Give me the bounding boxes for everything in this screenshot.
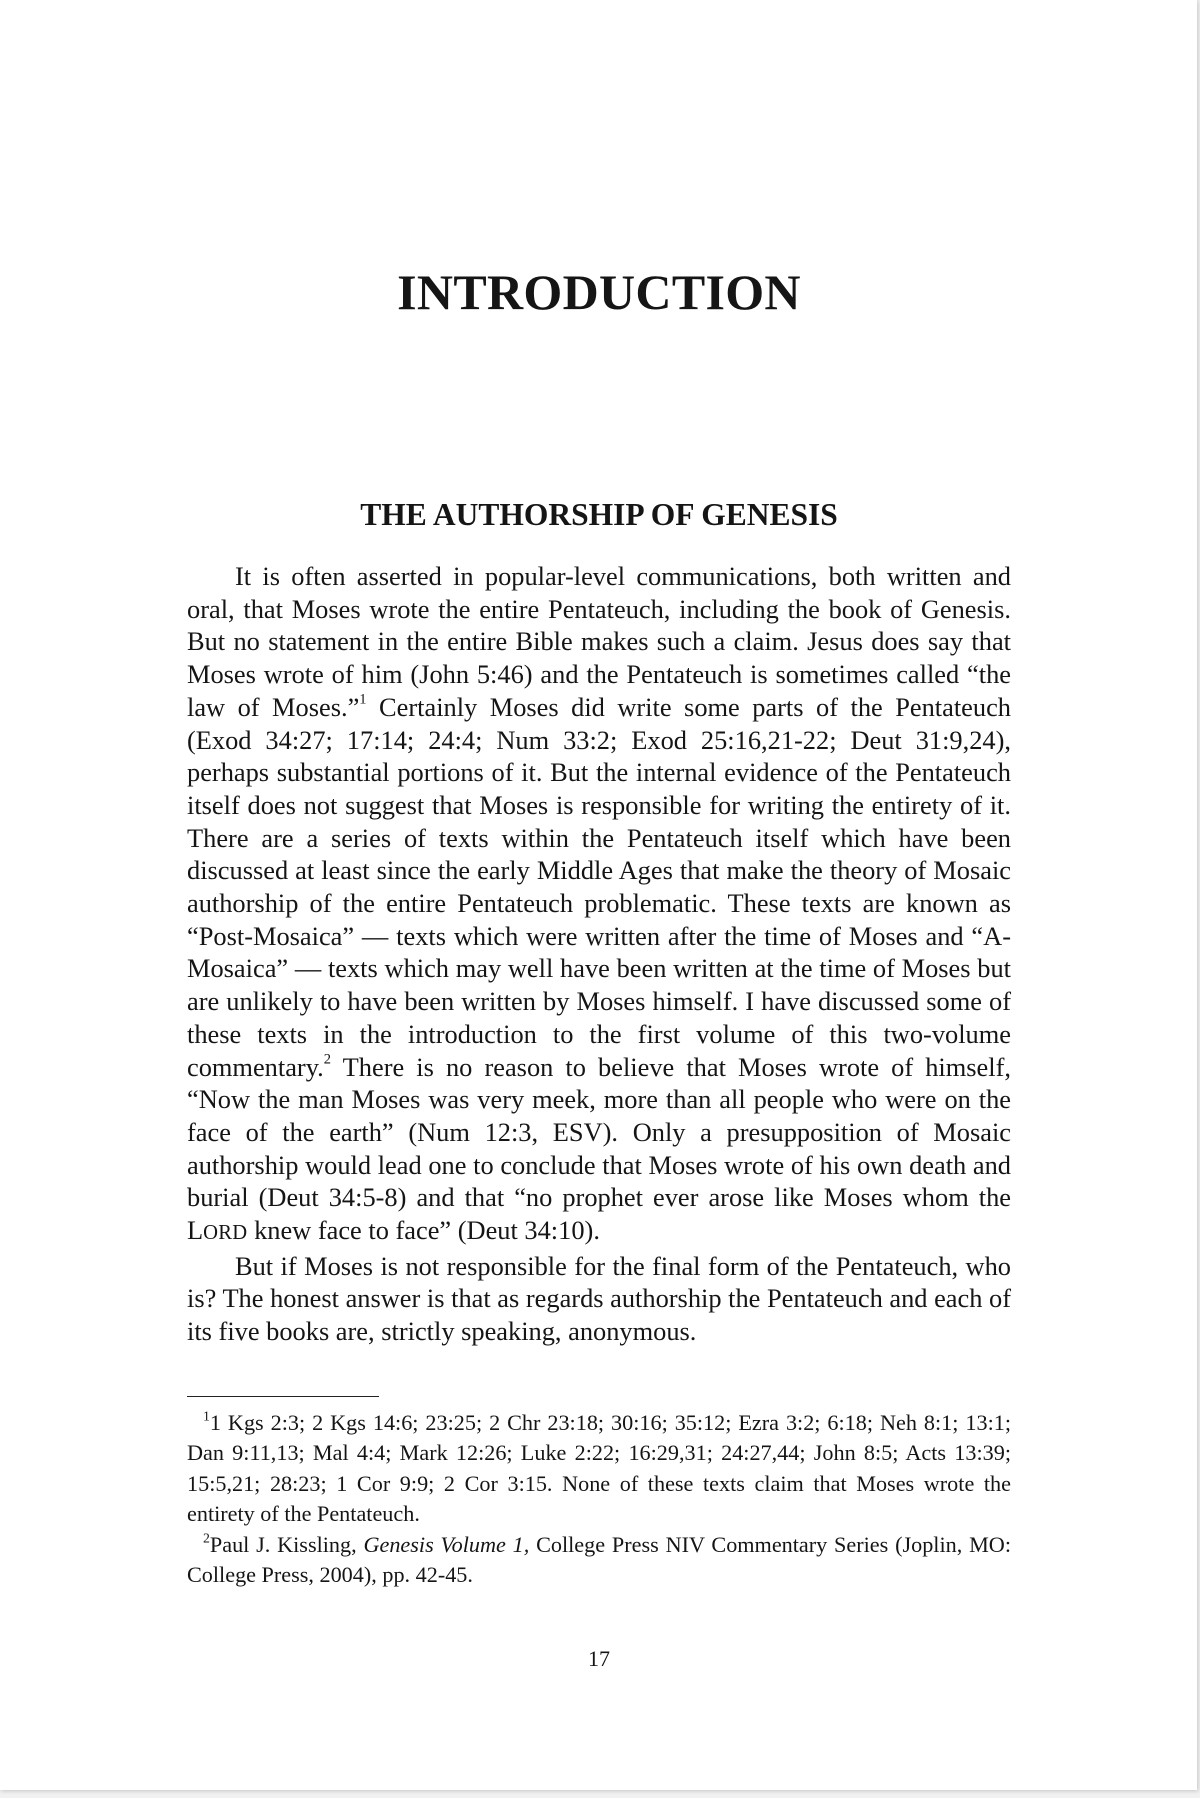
footnote-text: College Press NIV Commentary Series (Joplin, MO: College Press, 2004), pp. 42-45.	[187, 1531, 1011, 1588]
footnote-divider	[187, 1396, 379, 1397]
lord-initial: L	[187, 1215, 204, 1246]
paragraph-anonymous: But if Moses is not responsible for the final form of the Pentateuch, who is? The honest answer is that as regards authorship the Pentateuch and each of its five books are, strictly speaking, anonymous.	[187, 1250, 1011, 1347]
footnote-marker: 2	[203, 1530, 210, 1545]
footnote-1	[187, 1408, 1011, 1530]
body-text	[187, 560, 1011, 1348]
footnote-reference-1: 1	[359, 691, 367, 708]
chapter-title: INTRODUCTION	[397, 264, 801, 320]
footnote-marker: 1	[203, 1408, 210, 1424]
paragraph-text: Certainly Moses did write some parts of the Pentateuch (Exod 34:27; 17:14; 24:4; Num 33:2; Exod 25:16,21-22; Deut 31:9,24), perhaps substantial portions of it. But the internal evidence of the Pentateuch itself does not suggest that Moses is responsible for writing the entirety of it. There are a series of texts within the Pentateuch itself which have been discussed at least since the early Middle Ages that make the theory of Mosaic authorship of the entire Pentateuch problematic. These texts are known as “Post-Mosaica” — texts which were written after the time of Moses and “A-Mosaica” — texts which may well have been written at the time of Moses but are unlikely to have been written by Moses himself. I have discussed some of these texts in the introduction to the first volume of this two-volume commentary.	[187, 691, 1011, 1082]
footnote-reference-2: 2	[323, 1051, 332, 1068]
section-title: THE AUTHORSHIP OF GENESIS	[360, 497, 838, 532]
lord-rest: ORD	[203, 1222, 248, 1245]
footnotes	[187, 1408, 1011, 1590]
paragraph-text: knew face to face” (Deut 34:10).	[247, 1215, 600, 1246]
lord-small-caps	[187, 1215, 247, 1245]
footnote-text: 1 Kgs 2:3; 2 Kgs 14:6; 23:25; 2 Chr 23:18; 30:16; 35:12; Ezra 3:2; 6:18; Neh 8:1; 13:1; Dan 9:11,13; Mal 4:4; Mark 12:26; Luke 2:22; 16:29,31; 24:27,44; John 8:5; Acts 13:39; 15:5,21; 28:23; 1 Cor 9:9; 2 Cor 3:15. None of these texts claim that Moses wrote the entirety of the Pentateuch.	[187, 1410, 1011, 1527]
page-number: 17	[588, 1646, 610, 1671]
footnote-book-title: Genesis Volume 1,	[363, 1531, 530, 1557]
footnote-text: Paul J. Kissling,	[209, 1531, 364, 1557]
paragraph-text: There is no reason to believe that Moses wrote of himself, “Now the man Moses was very meek, more than all people who were on the face of the earth” (Num 12:3, ESV). Only a presupposition of Mosaic authorship would lead one to conclude that Moses wrote of his own death and burial (Deut 34:5-8) and that “no prophet ever arose like Moses whom the	[187, 1051, 1011, 1213]
footnote-2	[187, 1530, 1011, 1591]
paragraph-text: It is often asserted in popular-level communications, both written and oral, that Moses wrote the entire Pentateuch, including the book of Genesis. But no statement in the entire Bible makes such a claim. Jesus does say that Moses wrote of him (John 5:46) and the Pentateuch is sometimes called “the law of Moses.”	[187, 561, 1011, 722]
paragraph-authorship	[187, 560, 1011, 1250]
